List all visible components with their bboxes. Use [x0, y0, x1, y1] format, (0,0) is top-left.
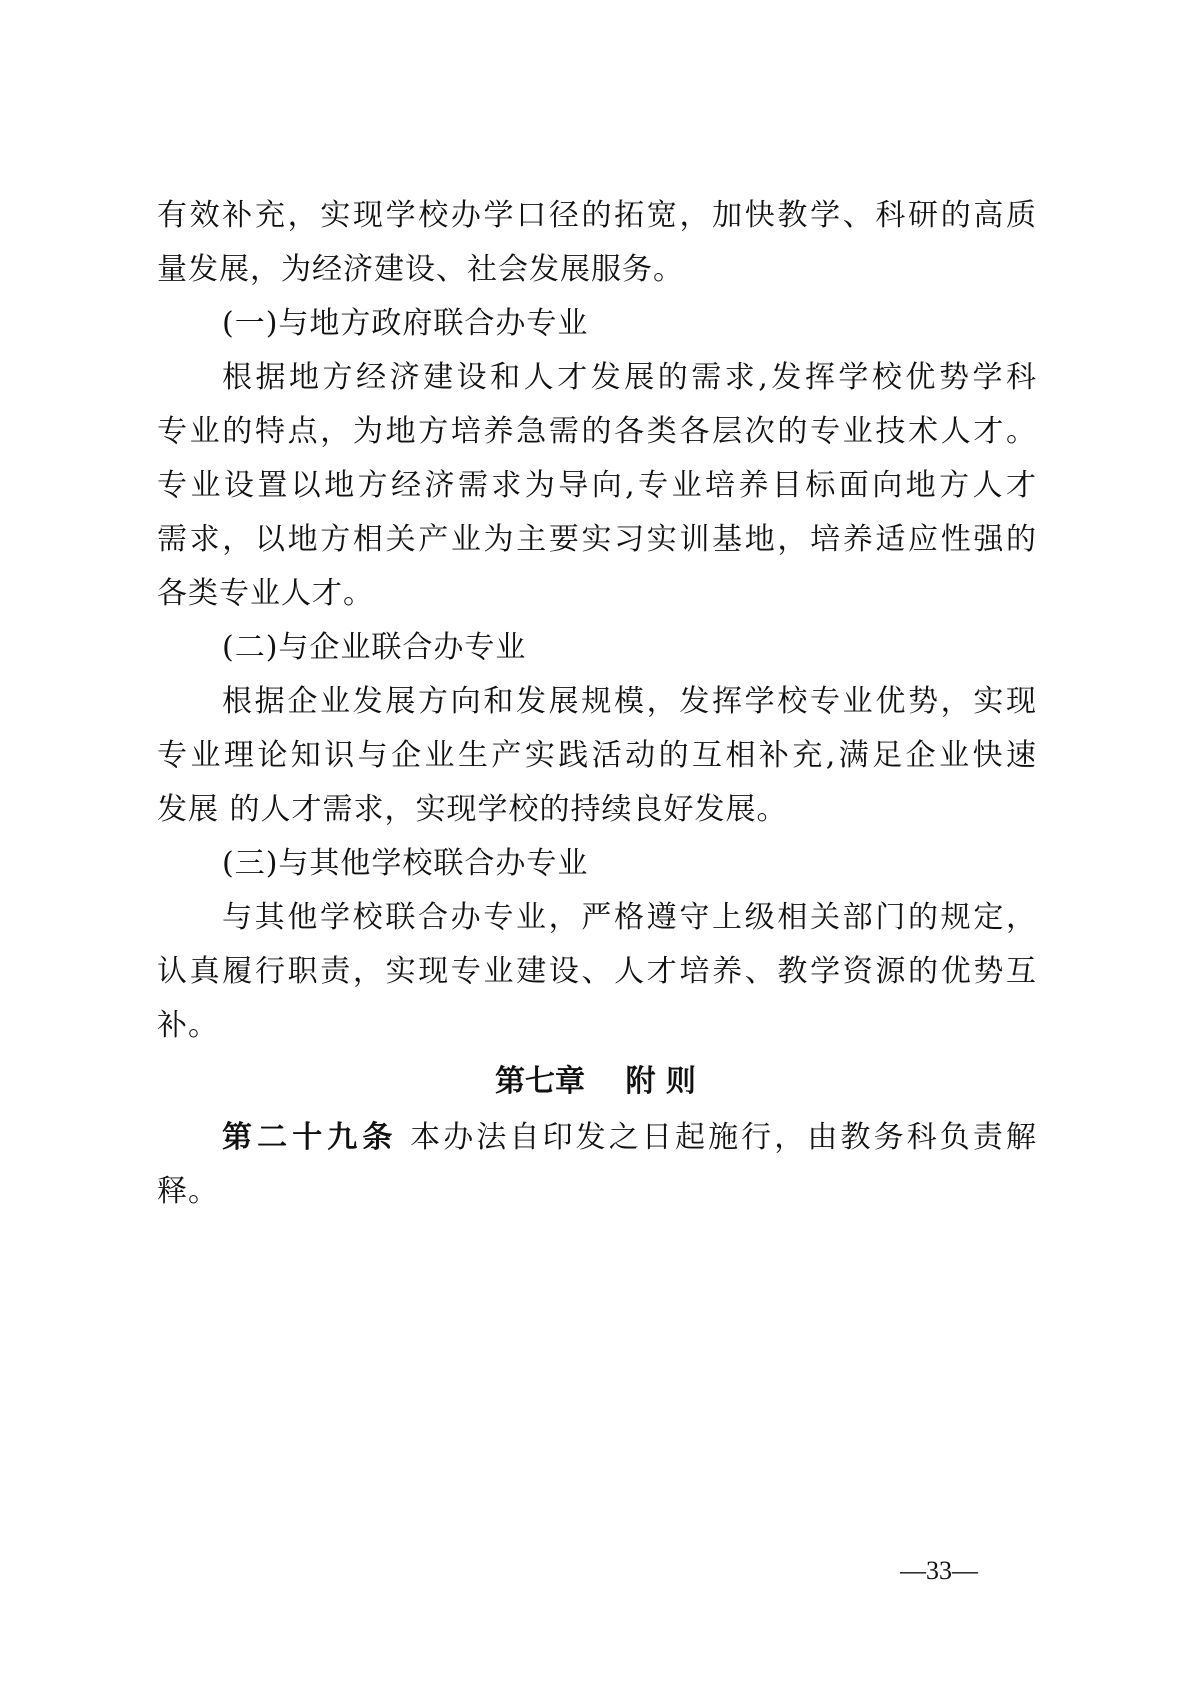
- section-3-line-3: 补。: [157, 1008, 219, 1043]
- section-1-line-2: 专业的特点，为地方培养急需的各类各层次的专业技术人才。: [157, 414, 1037, 449]
- section-3-heading: (三)与其他学校联合办专业: [222, 846, 589, 881]
- article-29-line-2: 释。: [157, 1174, 219, 1209]
- section-1-line-5: 各类专业人才。: [157, 576, 374, 611]
- section-3-line-1: 与其他学校联合办专业，严格遵守上级相关部门的规定，: [222, 900, 1037, 935]
- section-2-line-3: 发展 的人才需求，实现学校的持续良好发展。: [157, 792, 788, 827]
- article-29-text-1: 本办法自印发之日起施行，由教务科负责解: [410, 1120, 1037, 1155]
- section-1-line-4: 需求，以地方相关产业为主要实习实训基地，培养适应性强的: [157, 522, 1037, 557]
- section-3-line-2: 认真履行职责，实现专业建设、人才培养、教学资源的优势互: [157, 954, 1037, 989]
- section-2-line-2: 专业理论知识与企业生产实践活动的互相补充,满足企业快速: [157, 738, 1037, 773]
- article-29-line-1: [222, 1118, 1037, 1158]
- article-29-label: 第二十九条: [222, 1120, 398, 1155]
- section-1-heading: (一)与地方政府联合办专业: [222, 306, 589, 341]
- page-number: —33—: [900, 1556, 978, 1585]
- section-2-line-1: 根据企业发展方向和发展规模，发挥学校专业优势，实现: [222, 684, 1037, 719]
- section-2-heading: (二)与企业联合办专业: [222, 630, 527, 665]
- section-1-line-3: 专业设置以地方经济需求为导向,专业培养目标面向地方人才: [157, 468, 1037, 503]
- chapter-title: 第七章 附 则: [495, 1064, 696, 1099]
- intro-line-1: 有效补充，实现学校办学口径的拓宽，加快教学、科研的高质: [157, 198, 1037, 233]
- section-1-line-1: 根据地方经济建设和人才发展的需求,发挥学校优势学科: [222, 360, 1037, 395]
- intro-line-2: 量发展，为经济建设、社会发展服务。: [157, 252, 684, 287]
